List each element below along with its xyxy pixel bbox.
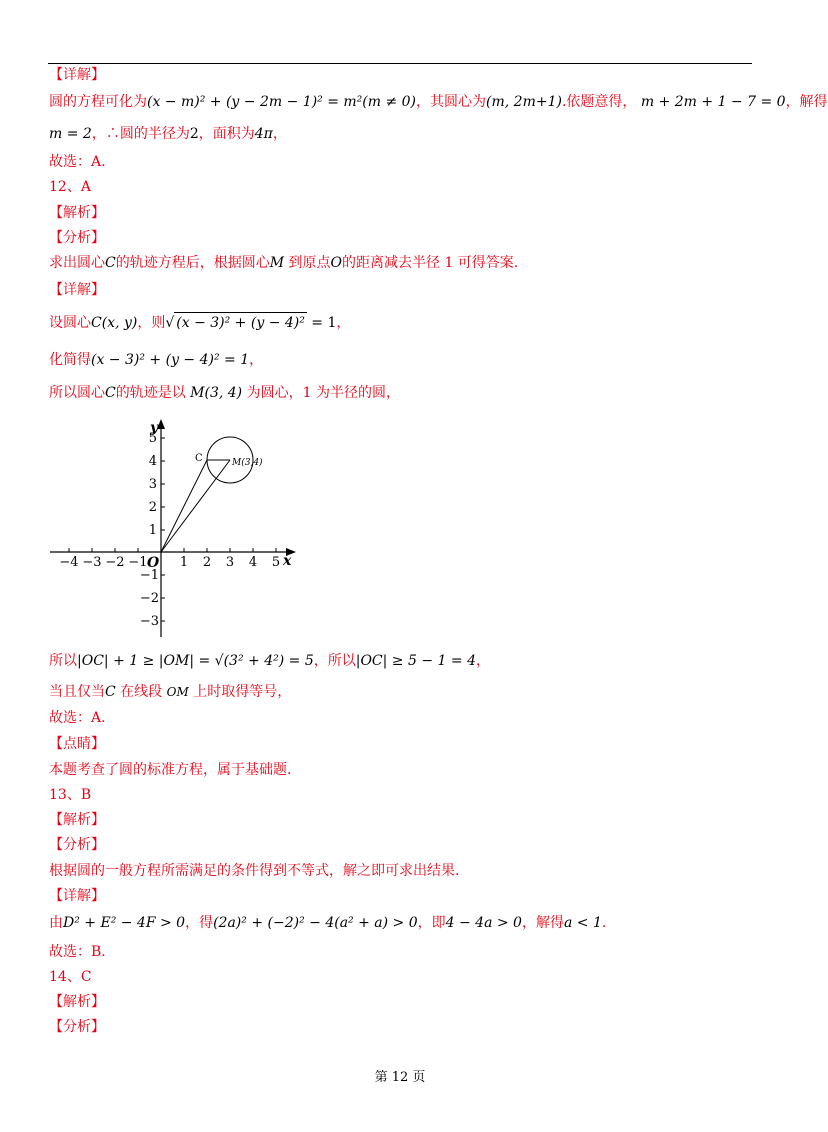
y-tick-label: 2 (148, 500, 157, 515)
heading-reasoning: 【分析】 (49, 837, 105, 853)
x-tick-label: 2 (202, 555, 212, 570)
heading-reasoning: 【分析】 (49, 230, 105, 246)
point-c-label: C (195, 453, 203, 464)
x-tick-label: 4 (248, 555, 258, 570)
text-line: 当且仅当C 在线段 OM 上时取得等号， (49, 684, 292, 700)
text-line: 所以|OC| + 1 ≥ |OM| = √(3² + 4²) = 5，所以|OC| ≥ 5 − 1 = 4， (49, 653, 490, 669)
y-tick-label: 3 (148, 477, 157, 492)
answer-line: 故选：A. (49, 154, 106, 170)
question-number: 12、A (49, 179, 91, 195)
text-line: 本题考查了圆的标准方程，属于基础题. (49, 762, 292, 778)
question-number: 14、C (49, 969, 92, 985)
y-tick-label: −2 (139, 591, 159, 606)
x-tick-label: 1 (179, 555, 189, 570)
text-line: m = 2，∴圆的半径为2，面积为4π， (49, 126, 287, 142)
point-m-label: M(3,4) (232, 458, 263, 468)
heading-detail: 【详解】 (49, 282, 105, 298)
heading-analysis: 【解析】 (49, 994, 105, 1010)
y-tick-label: 1 (148, 523, 157, 538)
x-tick-label: −3 (82, 555, 102, 570)
heading-detail: 【详解】 (49, 888, 105, 904)
heading-analysis: 【解析】 (49, 812, 105, 828)
heading-reasoning: 【分析】 (49, 1019, 105, 1035)
x-tick-label: −4 (59, 555, 79, 570)
heading-comment: 【点睛】 (49, 736, 105, 752)
y-tick-label: 5 (148, 431, 157, 446)
x-tick-label: 3 (225, 555, 235, 570)
y-tick-label: −3 (139, 614, 159, 629)
heading-analysis: 【解析】 (49, 205, 105, 221)
y-axis-label: y (150, 420, 159, 436)
coordinate-figure (40, 415, 310, 645)
text-line: 设圆心C(x, y)，则√ (x − 3)² + (y − 4)² = 1， (49, 312, 350, 333)
x-axis-label: x (283, 553, 292, 569)
y-arrow-icon (157, 419, 165, 429)
question-number: 13、B (49, 787, 92, 803)
text-line: 圆的方程可化为(x − m)² + (y − 2m − 1)² = m²(m ≠ 0)，其圆心为(m, 2m+1).依题意得， m + 2m + 1 − 7 = 0，解得 (49, 94, 828, 110)
header-rule (48, 63, 752, 64)
heading-detail: 【详解】 (49, 67, 105, 83)
y-tick-label: 4 (148, 454, 157, 469)
text-line: 所以圆心C的轨迹是以 M(3, 4) 为圆心，1 为半径的圆， (49, 385, 400, 401)
text-line: 根据圆的一般方程所需满足的条件得到不等式，解之即可求出结果. (49, 863, 460, 879)
x-tick-label: −2 (105, 555, 125, 570)
x-tick-label: −1 (128, 555, 148, 570)
y-tick-label: −1 (139, 568, 159, 583)
text-line: 化简得(x − 3)² + (y − 4)² = 1， (49, 352, 264, 368)
origin-label: O (147, 555, 160, 571)
text-line: 由D² + E² − 4F > 0，得(2a)² + (−2)² − 4(a² + a) > 0，即4 − 4a > 0，解得a < 1. (49, 915, 607, 931)
answer-line: 故选：A. (49, 710, 106, 726)
segment-oc (161, 460, 207, 552)
x-tick-label: 5 (271, 555, 281, 570)
page-number: 第 12 页 (374, 1070, 426, 1085)
answer-line: 故选：B. (49, 944, 106, 960)
text-line: 求出圆心C的轨迹方程后，根据圆心M 到原点O的距离减去半径 1 可得答案. (49, 255, 519, 271)
segment-om (161, 460, 230, 552)
